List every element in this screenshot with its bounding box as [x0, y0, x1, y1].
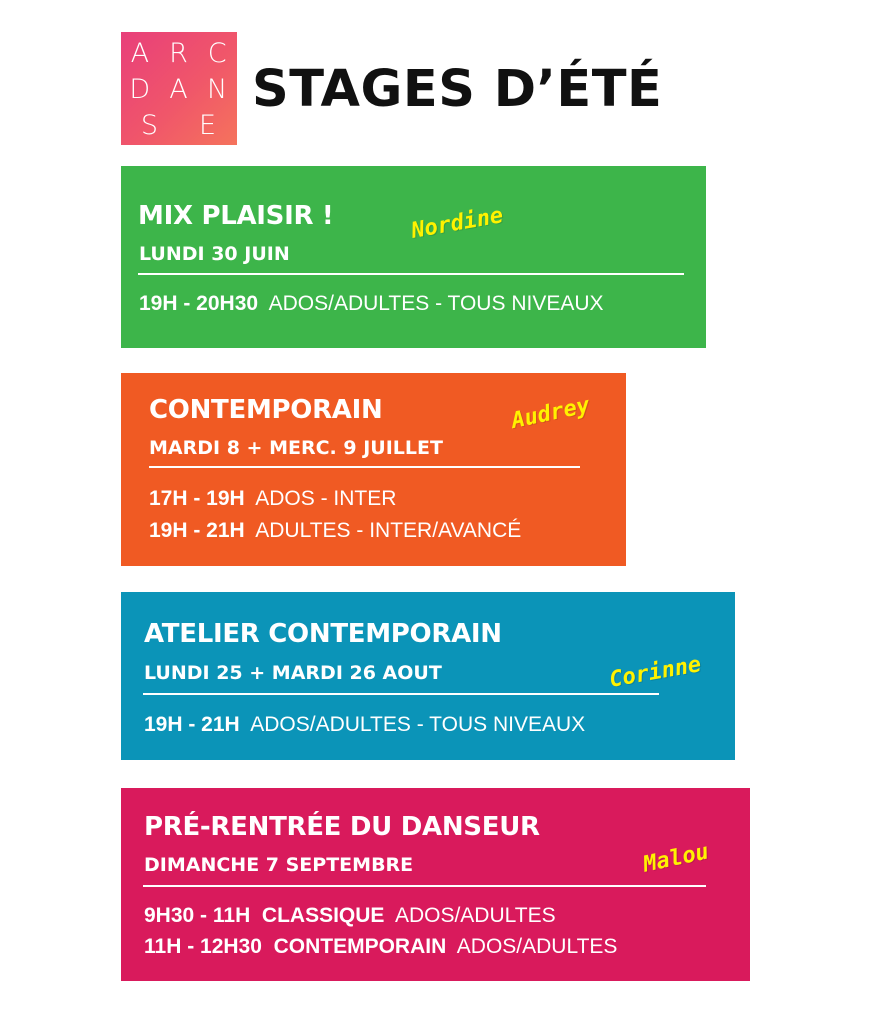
schedule-row — [139, 290, 604, 318]
logo-letter: A — [169, 73, 189, 105]
logo-letter: N — [207, 73, 229, 105]
schedule-row — [149, 485, 396, 513]
card-date: DIMANCHE 7 SEPTEMBRE — [144, 854, 414, 876]
logo-row-3 — [121, 110, 237, 140]
card-title: CONTEMPORAIN — [149, 395, 383, 425]
schedule-time: 11H - 12H30 — [144, 935, 262, 958]
schedule-row — [144, 902, 556, 930]
schedule-row — [149, 517, 521, 545]
schedule-course: CONTEMPORAIN — [273, 935, 447, 958]
schedule-time: 19H - 21H — [144, 713, 240, 736]
workshop-card-mix-plaisir — [121, 166, 706, 348]
schedule-row — [144, 933, 617, 961]
card-title: ATELIER CONTEMPORAIN — [144, 619, 502, 649]
schedule-time: 17H - 19H — [149, 487, 245, 510]
schedule-time: 9H30 - 11H — [144, 904, 251, 927]
schedule-detail: ADOS - INTER — [255, 487, 397, 510]
schedule-detail: ADOS/ADULTES - TOUS NIVEAUX — [250, 713, 586, 736]
logo-letter: A — [130, 37, 151, 69]
divider — [143, 885, 706, 887]
logo-letter: R — [169, 37, 189, 69]
divider — [143, 693, 659, 695]
logo-letter: C — [207, 37, 228, 69]
schedule-detail: ADULTES - INTER/AVANCÉ — [255, 519, 522, 542]
teacher-name: Malou — [641, 839, 712, 878]
schedule-time: 19H - 20H30 — [139, 292, 259, 315]
teacher-name: Audrey — [509, 393, 593, 435]
logo-row-2 — [121, 74, 237, 104]
page-title: STAGES D’ÉTÉ — [252, 60, 663, 119]
card-title: MIX PLAISIR ! — [138, 201, 334, 231]
schedule-time: 19H - 21H — [149, 519, 245, 542]
workshop-card-pre-rentree — [121, 788, 750, 981]
divider — [149, 466, 580, 468]
teacher-name: Corinne — [607, 652, 704, 693]
schedule-row — [144, 711, 585, 739]
card-date: LUNDI 25 + MARDI 26 AOUT — [144, 662, 442, 684]
card-date: LUNDI 30 JUIN — [139, 243, 290, 265]
schedule-detail: ADOS/ADULTES — [394, 904, 556, 927]
schedule-detail: ADOS/ADULTES — [456, 935, 618, 958]
arc-danse-logo — [121, 32, 237, 145]
logo-row-1 — [121, 38, 237, 68]
schedule-detail: ADOS/ADULTES - TOUS NIVEAUX — [268, 292, 604, 315]
card-title: PRÉ-RENTRÉE DU DANSEUR — [144, 812, 540, 842]
workshop-card-contemporain — [121, 373, 626, 566]
logo-letter: S — [140, 109, 160, 141]
divider — [138, 273, 684, 275]
teacher-name: Nordine — [409, 203, 506, 244]
logo-letter: D — [129, 73, 152, 105]
workshop-card-atelier-contemporain — [121, 592, 735, 760]
schedule-course: CLASSIQUE — [261, 904, 385, 927]
card-date: MARDI 8 + MERC. 9 JUILLET — [149, 437, 443, 459]
logo-letter: E — [198, 109, 218, 141]
